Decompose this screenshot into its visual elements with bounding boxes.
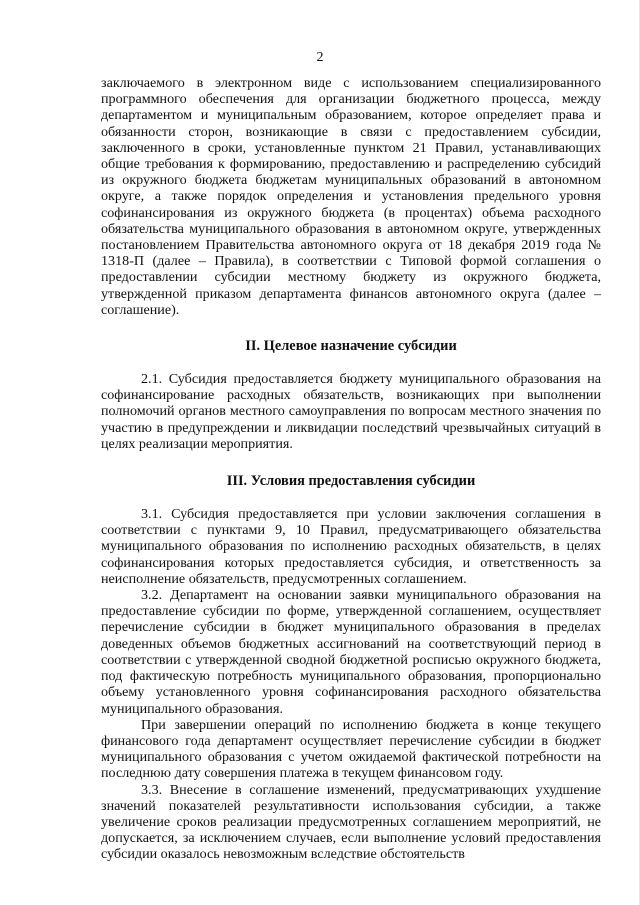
paragraph-2-1: 2.1. Субсидия предоставляется бюджету муниципального образования на софинансирование расходных обязательств, возникающих при выполнении полномочий органов местного самоуправления по вопросам местного значения по участию в предупреждении и ликвидации последствий чрезвычайных ситуаций в целях реализации мероприятия.	[101, 371, 601, 452]
intro-paragraph: заключаемого в электронном виде с использованием специализированного программного обеспечения для организации бюджетного процесса, между департаментом и муниципальным образованием, которое определяет права и обязанности сторон, возникающие в связи с предоставлением субсидии, заключенного в сроки, установленные пунктом 21 Правил, устанавливающих общие требования к формированию, предоставлению и распределению субсидий из окружного бюджета бюджетам муниципальных образований в автономном округе, а также порядок определения и установления предельного уровня софинансирования из окружного бюджета (в процентах) объема расходного обязательства муниципального образования в автономном округе, утвержденных постановлением Правительства автономного округа от 18 декабря 2019 года № 1318-П (далее – Правила), в соответствии с Типовой формой соглашения о предоставлении субсидии местному бюджету из окружного бюджета, утвержденной приказом департамента финансов автономного округа (далее – соглашение).	[101, 75, 601, 318]
paragraph-3-2: 3.2. Департамент на основании заявки муниципального образования на предоставление субсидии по форме, утвержденной соглашением, осуществляет перечисление субсидии в бюджет муниципального образования в пределах доведенных объемов бюджетных ассигнований на соответствующий период в соответствии с утвержденной сводной бюджетной росписью окружного бюджета, под фактическую потребность муниципального образования, пропорционально объему установленного уровня софинансирования расходного обязательства муниципального образования.	[101, 587, 601, 717]
paragraph-3-2-continuation: При завершении операций по исполнению бюджета в конце текущего финансового года департамент осуществляет перечисление субсидии в бюджет муниципального образования с учетом ожидаемой фактической потребности на последнюю дату совершения платежа в текущем финансовом году.	[101, 716, 601, 782]
section-3-heading: III. Условия предоставления субсидии	[226, 473, 476, 490]
paragraph-3-3: 3.3. Внесение в соглашение изменений, предусматривающих ухудшение значений показателей результативности использования субсидии, а также увеличение сроков реализации предусмотренных соглашением мероприятий, не допускается, за исключением случаев, если выполнение условий предоставления субсидии оказалось невозможным вследствие обстоятельств	[101, 781, 601, 863]
section-2-heading: II. Целевое назначение субсидии	[245, 338, 457, 355]
page-number: 2	[316, 50, 324, 65]
paragraph-3-1: 3.1. Субсидия предоставляется при условии заключения соглашения в соответствии с пунктами 9, 10 Правил, предусматривающего обязательства муниципального образования по исполнению расходных обязательств, в целях софинансирования которых предоставляется субсидия, и ответственность за неисполнение обязательств, предусмотренных соглашением.	[101, 506, 601, 587]
document-body	[101, 75, 601, 863]
